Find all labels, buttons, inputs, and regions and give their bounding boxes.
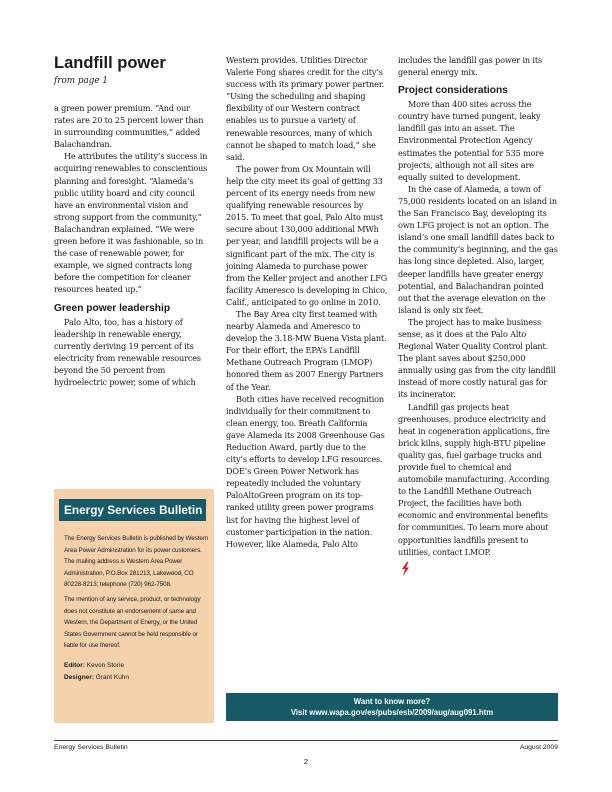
paragraph: The project has to make business sense, as it does at the Palo Alto Regional Water Quality Control plant. The plant saves about $250,000 annually using gas from the city landfill instead of more costly natural gas for its incinerator. (398, 316, 556, 400)
footer-publication: Energy Services Bulletin (54, 744, 128, 751)
article-headline: Landfill power (54, 54, 166, 72)
paragraph: More than 400 sites across the country have turned pungent, leaky landfill gas into an asset. The Environmental Protection Agency estimates the potential for 535 more projects, although not all sites are equally suited to development. (398, 99, 544, 182)
disclaimer: The mention of any service, product, or technology does not constitute an endorsement of same and Western, the Department of Energy, or the United States Government cannot be held responsible or liable for use thereof. (64, 595, 201, 650)
lightning-bolt-icon (400, 561, 411, 580)
designer-name: Grant Kuhn (95, 674, 130, 682)
column-3 (398, 54, 558, 580)
paragraph: In the case of Alameda, a town of 75,000 residents located on an island in the San Francisco Bay, developing its own LFG project is not an option. The island’s one small landfill dates back to the community’s beginning, and the gas has long since depleted. Also, larger, deeper landfills have greater energy potential, and Balachandran pointed out that the average elevation on the island is only six feet. (398, 183, 558, 315)
sidebar-box (54, 489, 214, 723)
designer-label: Designer: (64, 674, 94, 682)
more-info-banner (226, 693, 558, 721)
continued-from-label: from page 1 (54, 76, 109, 86)
footer-date: August 2009 (519, 744, 558, 751)
paragraph: Landfill gas projects heat greenhouses, produce electricity and heat in cogeneration applications, fire brick kilns, supply high-BTU pipeline quality gas, fuel garbage trucks and provide fuel to chemical and automobile manufacturing. According to the Landfill Methane Outreach Project, the facilities have both economic and environmental benefits for communities. To learn more about opportunities landfills present to utilities, contact LMOP. (398, 401, 550, 557)
publisher-info: The Energy Services Bulletin is published by Western Area Power Administration for its power customers. The mailing address is Western Area Power Administration, P.O.Box 281213, Lakewood, CO 80228-8213; telephone (720) 962-7508. (64, 535, 209, 589)
editor-name: Kevon Storie (86, 661, 124, 669)
cta-link[interactable]: Visit www.wapa.gov/es/pubs/esb/2009/aug/aug091.htm (290, 708, 494, 717)
column-1 (54, 54, 212, 388)
paragraph: He attributes the utility’s success in acquiring renewables to conscientious planning and foresight. “Alameda’s public utility board and city council have an environmental vision and strong support from the community,” Balachandran explained. “We were green before it was fashionable, so in the case of renewable power, for example, we signed contracts long before the competition for cleaner resources heated up.” (54, 151, 208, 295)
paragraph: The Bay Area city first teamed with nearby Alameda and Ameresco to develop the 3.18-MW Buena Vista plant. For their effort, the EPA’s Landfill Methane Outreach Program (LMOP) honored them as 2007 Energy Partners of the Year. (226, 308, 387, 392)
paragraph: Both cities have received recognition individually for their commitment to clean energy, too. Breath California gave Alameda its 2008 Greenhouse Gas Reduction Award, partly due to the city’s efforts to develop LFG resources. DOE’s Green Power Network has repeatedly included the voluntary PaloAltoGreen program on its top-ranked utility green power programs list for having the highest level of customer participation in the nation. However, like Alameda, Palo Alto (226, 393, 385, 549)
paragraph: Palo Alto, too, has a history of leadership in renewable energy, currently deriving 19 percent of its electricity from renewable resources beyond the 50 percent from hydroelectric power, some of which (54, 316, 201, 387)
sidebar-body (64, 533, 210, 685)
paragraph: The power from Ox Mountain will help the city meet its goal of getting 33 percent of its energy needs from new qualifying renewable resources by 2015. To meet that goal, Palo Alto must secure about 130,000 additional MWh per year, and landfill projects will be a significant part of the mix. The city is joining Alameda to purchase power from the Keller project and another LFG facility Ameresco is developing in Chico, Calif., anticipated to go online in 2010. (226, 163, 388, 307)
subhead-green-power-leadership: Green power leadership (54, 302, 171, 314)
paragraph: a green power premium. “And our rates are 20 to 25 percent lower than in surrounding communities,” added Balachandran. (54, 103, 204, 150)
paragraph: includes the landfill gas power in its general energy mix. (398, 55, 542, 78)
page-footer (54, 740, 558, 751)
editor-label: Editor: (64, 661, 85, 669)
designer-credit (64, 672, 210, 685)
cta-heading: Want to know more? (353, 697, 431, 706)
page-number: 2 (303, 757, 309, 766)
sidebar-title: Energy Services Bulletin (59, 499, 206, 521)
column-2 (226, 54, 388, 550)
paragraph: Western provides. Utilities Director Valerie Fong shares credit for the city’s success with its primary power partner. “Using the scheduling and shaping flexibility of our Western contract enables us to pursue a variety of renewable resources, many of which cannot be shaped to match load,” she said. (226, 55, 385, 162)
subhead-project-considerations: Project considerations (398, 85, 508, 97)
editor-credit (64, 660, 210, 673)
